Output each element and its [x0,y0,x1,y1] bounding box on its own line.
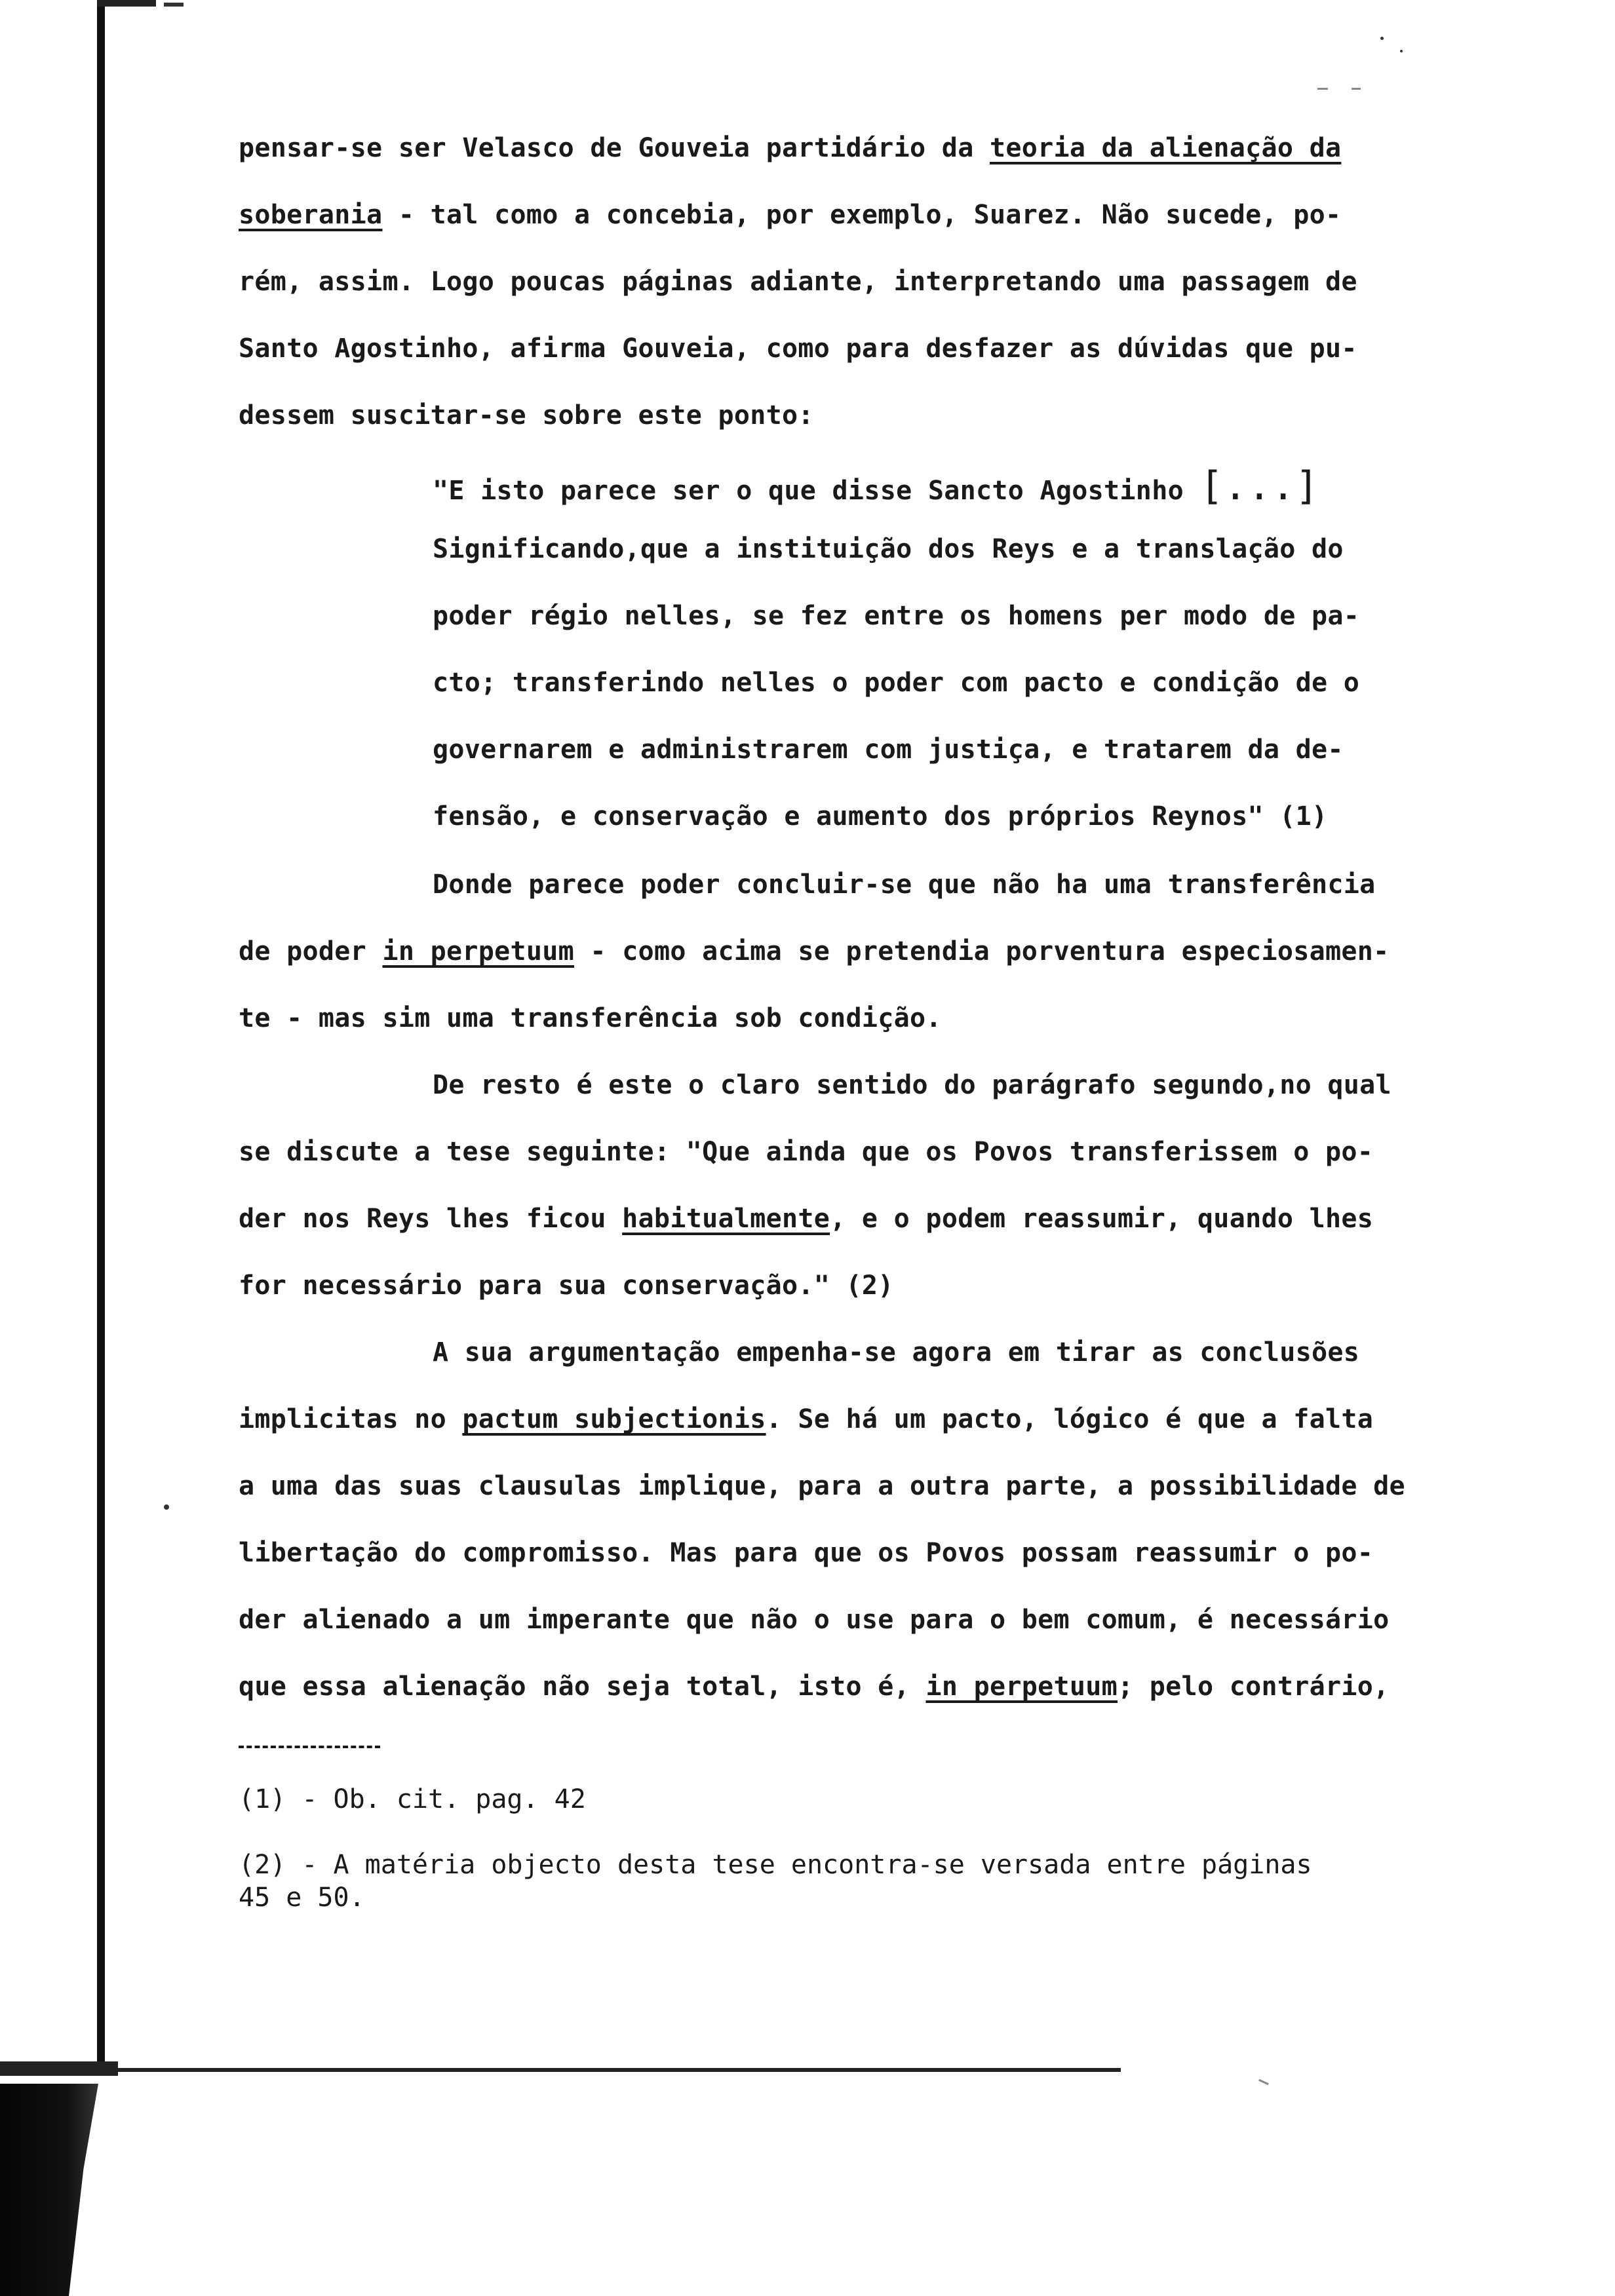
text-line: se discute a tese seguinte: "Que ainda que os Povos transferissem o po- [239,1137,1374,1167]
footnote-2: (2) - A matéria objecto desta tese encontra-se versada entre páginas [239,1850,1312,1880]
binding-mark [164,3,184,7]
speck [1258,2079,1269,2085]
text-line: implicitas no pactum subjectionis. Se há um pacto, lógico é que a falta [239,1404,1374,1434]
footnote-1: (1) - Ob. cit. pag. 42 [239,1784,586,1814]
quote-line: poder régio nelles, se fez entre os homens per modo de pa- [433,601,1360,631]
text-line: der nos Reys lhes ficou habitualmente, e o podem reassumir, quando lhes [239,1204,1374,1234]
quote-line: "E isto parece ser o que disse Sancto Agostinho [...] [433,463,1319,509]
underlined-term: in perpetuum [382,936,575,966]
text-line: que essa alienação não seja total, isto é, in perpetuum; pelo contrário, [239,1672,1390,1702]
text-line: Donde parece poder concluir-se que não ha uma transferência [433,870,1376,900]
speck [1352,88,1361,90]
footnote-separator [239,1746,380,1748]
bottom-edge-corner [0,2061,118,2076]
text-line: pensar-se ser Velasco de Gouveia partidário da teoria da alienação da [239,133,1342,163]
quote-line: fensão, e conservação e aumento dos próprios Reynos" (1) [433,801,1328,832]
text-line: der alienado a um imperante que não o use para o bem comum, é necessário [239,1605,1390,1635]
footnote-2-cont: 45 e 50. [239,1883,365,1913]
binding-corner [97,0,156,7]
underlined-term: teoria da alienação da [989,133,1342,163]
binding-edge [97,0,105,2064]
text-line: A sua argumentação empenha-se agora em tirar as conclusões [433,1337,1360,1368]
text-line: rém, assim. Logo poucas páginas adiante, interpretando uma passagem de [239,267,1357,297]
ellipsis-bracket: [...] [1199,463,1319,509]
speck [1317,88,1328,90]
quote-line: cto; transferindo nelles o poder com pacto e condição de o [433,668,1360,698]
text-line: te - mas sim uma transferência sob condição. [239,1003,942,1033]
text-line: soberania - tal como a concebia, por exemplo, Suarez. Não sucede, po- [239,200,1342,230]
scan-shadow [0,2084,98,2296]
underlined-term: pactum subjectionis [462,1404,766,1434]
speck [164,1504,169,1510]
underlined-term: in perpetuum [925,1672,1118,1702]
underlined-term: soberania [239,200,383,230]
speck [1380,37,1384,40]
speck [1400,50,1403,52]
text-line: De resto é este o claro sentido do parágrafo segundo,no qual [433,1070,1391,1100]
text-line: Santo Agostinho, afirma Gouveia, como para desfazer as dúvidas que pu- [239,334,1357,364]
quote-line: Significando,que a instituição dos Reys e a translação do [433,534,1344,564]
text-line: a uma das suas clausulas implique, para a outra parte, a possibilidade de [239,1471,1405,1501]
underlined-term: habitualmente [622,1204,830,1234]
text-line: de poder in perpetuum - como acima se pretendia porventura especiosamen- [239,936,1390,966]
text-line: libertação do compromisso. Mas para que os Povos possam reassumir o po- [239,1538,1374,1568]
quote-line: governarem e administrarem com justiça, e tratarem da de- [433,735,1344,765]
bottom-edge-line [0,2068,1121,2072]
text-line: dessem suscitar-se sobre este ponto: [239,400,814,430]
text-line: for necessário para sua conservação." (2) [239,1271,894,1301]
